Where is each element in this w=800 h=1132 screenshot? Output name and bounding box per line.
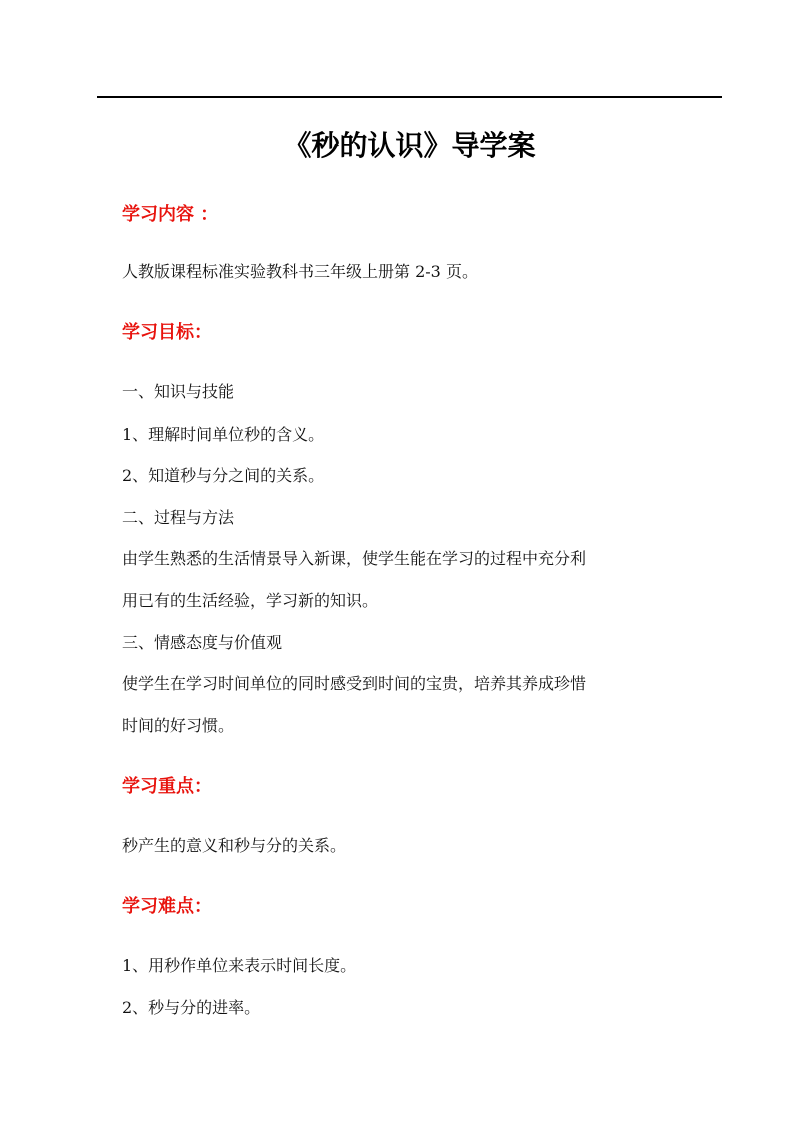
objectives-line: 使学生在学习时间单位的同时感受到时间的宝贵，培养其养成珍惜 xyxy=(122,674,587,693)
objectives-line: 2、知道秒与分之间的关系。 xyxy=(122,466,325,485)
header-rule xyxy=(97,96,722,98)
objectives-line: 二、过程与方法 xyxy=(122,508,235,527)
objectives-line: 由学生熟悉的生活情景导入新课，使学生能在学习的过程中充分利 xyxy=(122,549,587,568)
objectives-line: 时间的好习惯。 xyxy=(122,716,235,735)
document-title: 《秒的认识》导学案 xyxy=(283,129,536,162)
content-heading: 学习内容 ： xyxy=(122,204,219,225)
difficulties-line: 1、用秒作单位来表示时间长度。 xyxy=(122,956,357,975)
objectives-line: 一、知识与技能 xyxy=(122,382,235,401)
objectives-line: 1、理解时间单位秒的含义。 xyxy=(122,425,325,444)
key-points-heading: 学习重点： xyxy=(122,776,212,797)
objectives-line: 三、情感态度与价值观 xyxy=(122,633,283,652)
objectives-line: 用已有的生活经验，学习新的知识。 xyxy=(122,591,379,610)
difficulties-heading: 学习难点： xyxy=(122,896,212,917)
content-line: 人教版课程标准实验教科书三年级上册第 2-3 页。 xyxy=(122,262,478,281)
difficulties-line: 2、秒与分的进率。 xyxy=(122,998,261,1017)
key-points-line: 秒产生的意义和秒与分的关系。 xyxy=(122,836,347,855)
objectives-heading: 学习目标： xyxy=(122,322,212,343)
